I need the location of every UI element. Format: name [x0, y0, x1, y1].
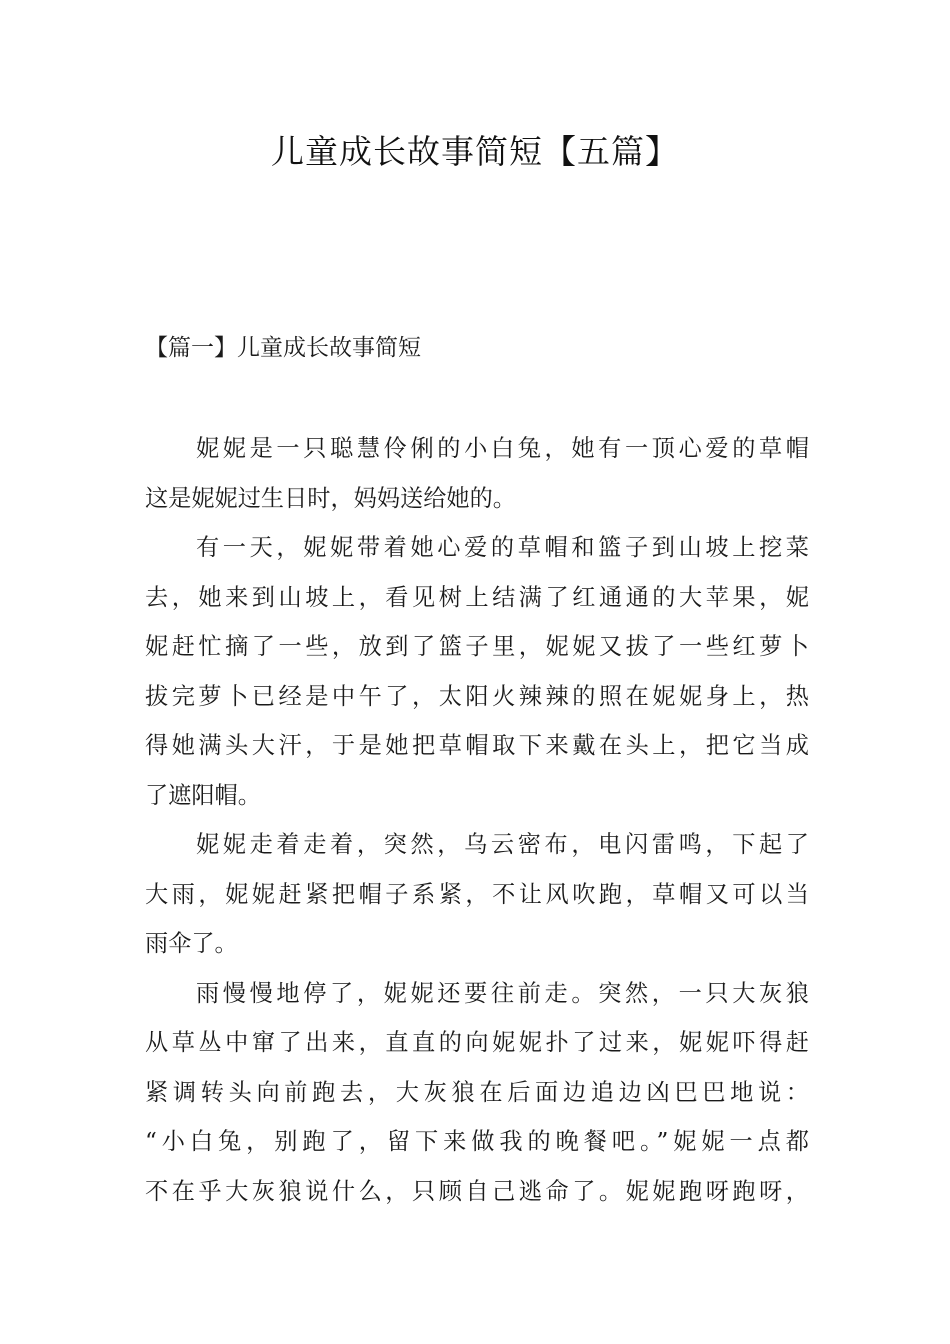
paragraph-line: 雨伞了。 [145, 930, 238, 957]
paragraph-line: 去，她来到山坡上，看见树上结满了红通通的大苹果，妮 [145, 583, 809, 611]
paragraph-line: 有一天，妮妮带着她心爱的草帽和篮子到山坡上挖菜 [196, 534, 809, 561]
paragraph-line: 大雨，妮妮赶紧把帽子系紧，不让风吹跑，草帽又可以当 [145, 880, 809, 908]
paragraph-line: 从草丛中窜了出来，直直的向妮妮扑了过来，妮妮吓得赶 [145, 1029, 809, 1056]
document-title: 儿童成长故事简短【五篇】 [271, 132, 679, 171]
paragraph-line: “小白兔，别跑了，留下来做我的晚餐吧。”妮妮一点都 [145, 1128, 809, 1155]
paragraph-line: 妮妮是一只聪慧伶俐的小白兔，她有一顶心爱的草帽 [196, 435, 809, 462]
story-body [145, 424, 809, 1216]
paragraph-line: 这是妮妮过生日时，妈妈送给她的。 [145, 484, 516, 512]
paragraph-line: 紧调转头向前跑去，大灰狼在后面边追边凶巴巴地说： [145, 1078, 809, 1106]
section-heading: 【篇一】儿童成长故事简短 [145, 335, 421, 361]
paragraph-line: 了遮阳帽。 [145, 781, 261, 809]
paragraph-line: 妮赶忙摘了一些，放到了篮子里，妮妮又拔了一些红萝卜 [145, 633, 809, 660]
paragraph-line: 拔完萝卜已经是中午了，太阳火辣辣的照在妮妮身上，热 [145, 682, 809, 710]
paragraph-line: 妮妮走着走着，突然，乌云密布，电闪雷鸣，下起了 [196, 831, 809, 858]
paragraph-line: 不在乎大灰狼说什么，只顾自己逃命了。妮妮跑呀跑呀， [145, 1177, 809, 1205]
paragraph-line: 得她满头大汗，于是她把草帽取下来戴在头上，把它当成 [145, 732, 809, 759]
paragraph-line: 雨慢慢地停了，妮妮还要往前走。突然，一只大灰狼 [196, 979, 809, 1007]
